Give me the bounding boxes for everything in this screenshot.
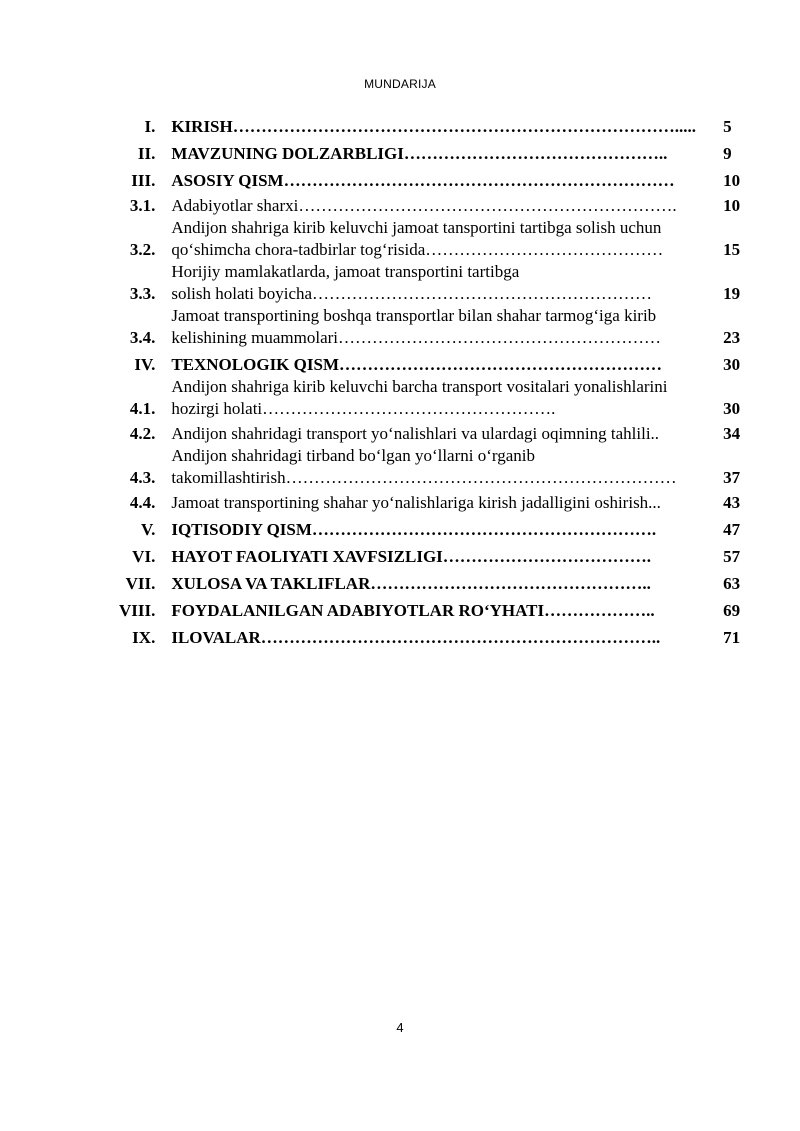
toc-entry-title	[171, 595, 719, 622]
toc-entry-title	[171, 376, 719, 420]
toc-entry-number: 3.1.	[129, 196, 156, 215]
toc-entry	[112, 165, 752, 192]
toc-entry-page: 69	[723, 601, 741, 620]
toc-entry-title-line: hozirgi holati…………………………………………….	[171, 399, 556, 418]
toc-entry-title-line: TEXNOLOGIK QISM…………………………………………………	[171, 355, 662, 374]
toc-entry-number: VIII.	[118, 601, 156, 620]
table-of-contents	[112, 111, 752, 649]
toc-entry-title-line: Jamoat transportining boshqa transportlar bilan shahar tarmog‘iga kirib	[171, 306, 657, 325]
toc-entry-number: 4.2.	[129, 424, 156, 443]
toc-entry-number: 4.1.	[129, 399, 156, 418]
toc-entry-number: I.	[144, 117, 156, 136]
toc-entry-title	[171, 489, 719, 514]
toc-entry	[112, 622, 752, 649]
toc-entry-page: 19	[723, 284, 741, 303]
toc-entry	[112, 192, 752, 217]
toc-entry-title-line: takomillashtirish……………………………………………………………	[171, 468, 677, 487]
toc-entry-title-line: XULOSA VA TAKLIFLAR…………………………………………..	[171, 574, 651, 593]
toc-entry-title-line: MAVZUNING DOLZARBLIGI………………………………………..	[171, 144, 668, 163]
toc-entry-number: II.	[137, 144, 156, 163]
toc-entry-number: III.	[131, 171, 156, 190]
toc-entry	[112, 138, 752, 165]
toc-entry-title-line: Andijon shahriga kirib keluvchi jamoat tansportini tartibga solish uchun	[171, 218, 662, 237]
toc-entry-number: 3.2.	[129, 240, 156, 259]
toc-entry-page: 34	[723, 424, 741, 443]
toc-entry-page: 9	[723, 144, 732, 163]
toc-entry	[112, 111, 752, 138]
toc-entry-page: 10	[723, 171, 741, 190]
toc-entry	[112, 541, 752, 568]
toc-entry-title	[171, 445, 719, 489]
toc-entry-page: 63	[723, 574, 741, 593]
toc-entry-title	[171, 111, 719, 138]
toc-entry-title	[171, 261, 719, 305]
document-heading: MUNDARIJA	[364, 77, 436, 91]
toc-entry-title-line: FOYDALANILGAN ADABIYOTLAR RO‘YHATI………………..	[171, 601, 655, 620]
toc-entry-title-line: ILOVALAR……………………………………………………………..	[171, 628, 661, 647]
toc-entry	[112, 595, 752, 622]
toc-entry-number: 4.3.	[129, 468, 156, 487]
toc-entry	[112, 349, 752, 376]
toc-entry-title-line: IQTISODIY QISM…………………………………………………….	[171, 520, 657, 539]
toc-entry-title	[171, 138, 719, 165]
toc-entry-title-line: Jamoat transportining shahar yo‘nalishlariga kirish jadalligini oshirish...	[171, 493, 661, 512]
toc-entry-page: 10	[723, 196, 741, 215]
toc-entry	[112, 489, 752, 514]
toc-entry-title-line: KIRISH…………………………………………………………………….....	[171, 117, 696, 136]
toc-entry-page: 43	[723, 493, 741, 512]
toc-entry-page: 15	[723, 240, 741, 259]
toc-entry-page: 71	[723, 628, 741, 647]
toc-entry-page: 47	[723, 520, 741, 539]
toc-entry-title	[171, 165, 719, 192]
toc-entry-page: 5	[723, 117, 732, 136]
toc-entry-title	[171, 305, 719, 349]
toc-entry-title-line: Andijon shahridagi transport yo‘nalishlari va ulardagi oqimning tahlili..	[171, 424, 660, 443]
toc-entry-title-line: Adabiyotlar sharxi………………………………………………………….	[171, 196, 677, 215]
toc-entry	[112, 376, 752, 420]
toc-entry	[112, 445, 752, 489]
toc-entry	[112, 568, 752, 595]
toc-entry	[112, 305, 752, 349]
toc-entry	[112, 514, 752, 541]
toc-entry-title	[171, 192, 719, 217]
toc-entry	[112, 217, 752, 261]
toc-entry-number: 3.3.	[129, 284, 156, 303]
page-number: 4	[396, 1020, 404, 1035]
toc-entry-title-line: ASOSIY QISM……………………………………………………………	[171, 171, 675, 190]
toc-entry-page: 37	[723, 468, 741, 487]
toc-entry-title-line: Horijiy mamlakatlarda, jamoat transportini tartibga	[171, 262, 520, 281]
toc-entry-title	[171, 420, 719, 445]
toc-entry-number: VI.	[132, 547, 156, 566]
toc-entry-title-line: kelishining muammolari…………………………………………………	[171, 328, 661, 347]
toc-entry-number: IX.	[132, 628, 156, 647]
toc-entry-number: IV.	[134, 355, 156, 374]
toc-entry	[112, 261, 752, 305]
toc-entry-title	[171, 568, 719, 595]
toc-entry-number: VII.	[125, 574, 156, 593]
toc-entry-title-line: Andijon shahridagi tirband bo‘lgan yo‘llarni o‘rganib	[171, 446, 536, 465]
toc-entry-title	[171, 349, 719, 376]
toc-entry-page: 57	[723, 547, 741, 566]
toc-entry	[112, 420, 752, 445]
toc-entry-number: 3.4.	[129, 328, 156, 347]
toc-entry-title	[171, 622, 719, 649]
toc-entry-title-line: qo‘shimcha chora-tadbirlar tog‘risida……………………………………	[171, 240, 664, 259]
toc-entry-title	[171, 514, 719, 541]
toc-entry-page: 30	[723, 399, 741, 418]
toc-entry-title-line: Andijon shahriga kirib keluvchi barcha transport vositalari yonalishlarini	[171, 377, 668, 396]
toc-entry-title-line: HAYOT FAOLIYATI XAVFSIZLIGI……………………………….	[171, 547, 652, 566]
toc-entry-page: 30	[723, 355, 741, 374]
toc-entry-number: 4.4.	[129, 493, 156, 512]
toc-entry-title-line: solish holati boyicha……………………………………………………	[171, 284, 653, 303]
toc-entry-title	[171, 541, 719, 568]
toc-entry-page: 23	[723, 328, 741, 347]
toc-entry-number: V.	[140, 520, 156, 539]
toc-entry-title	[171, 217, 719, 261]
